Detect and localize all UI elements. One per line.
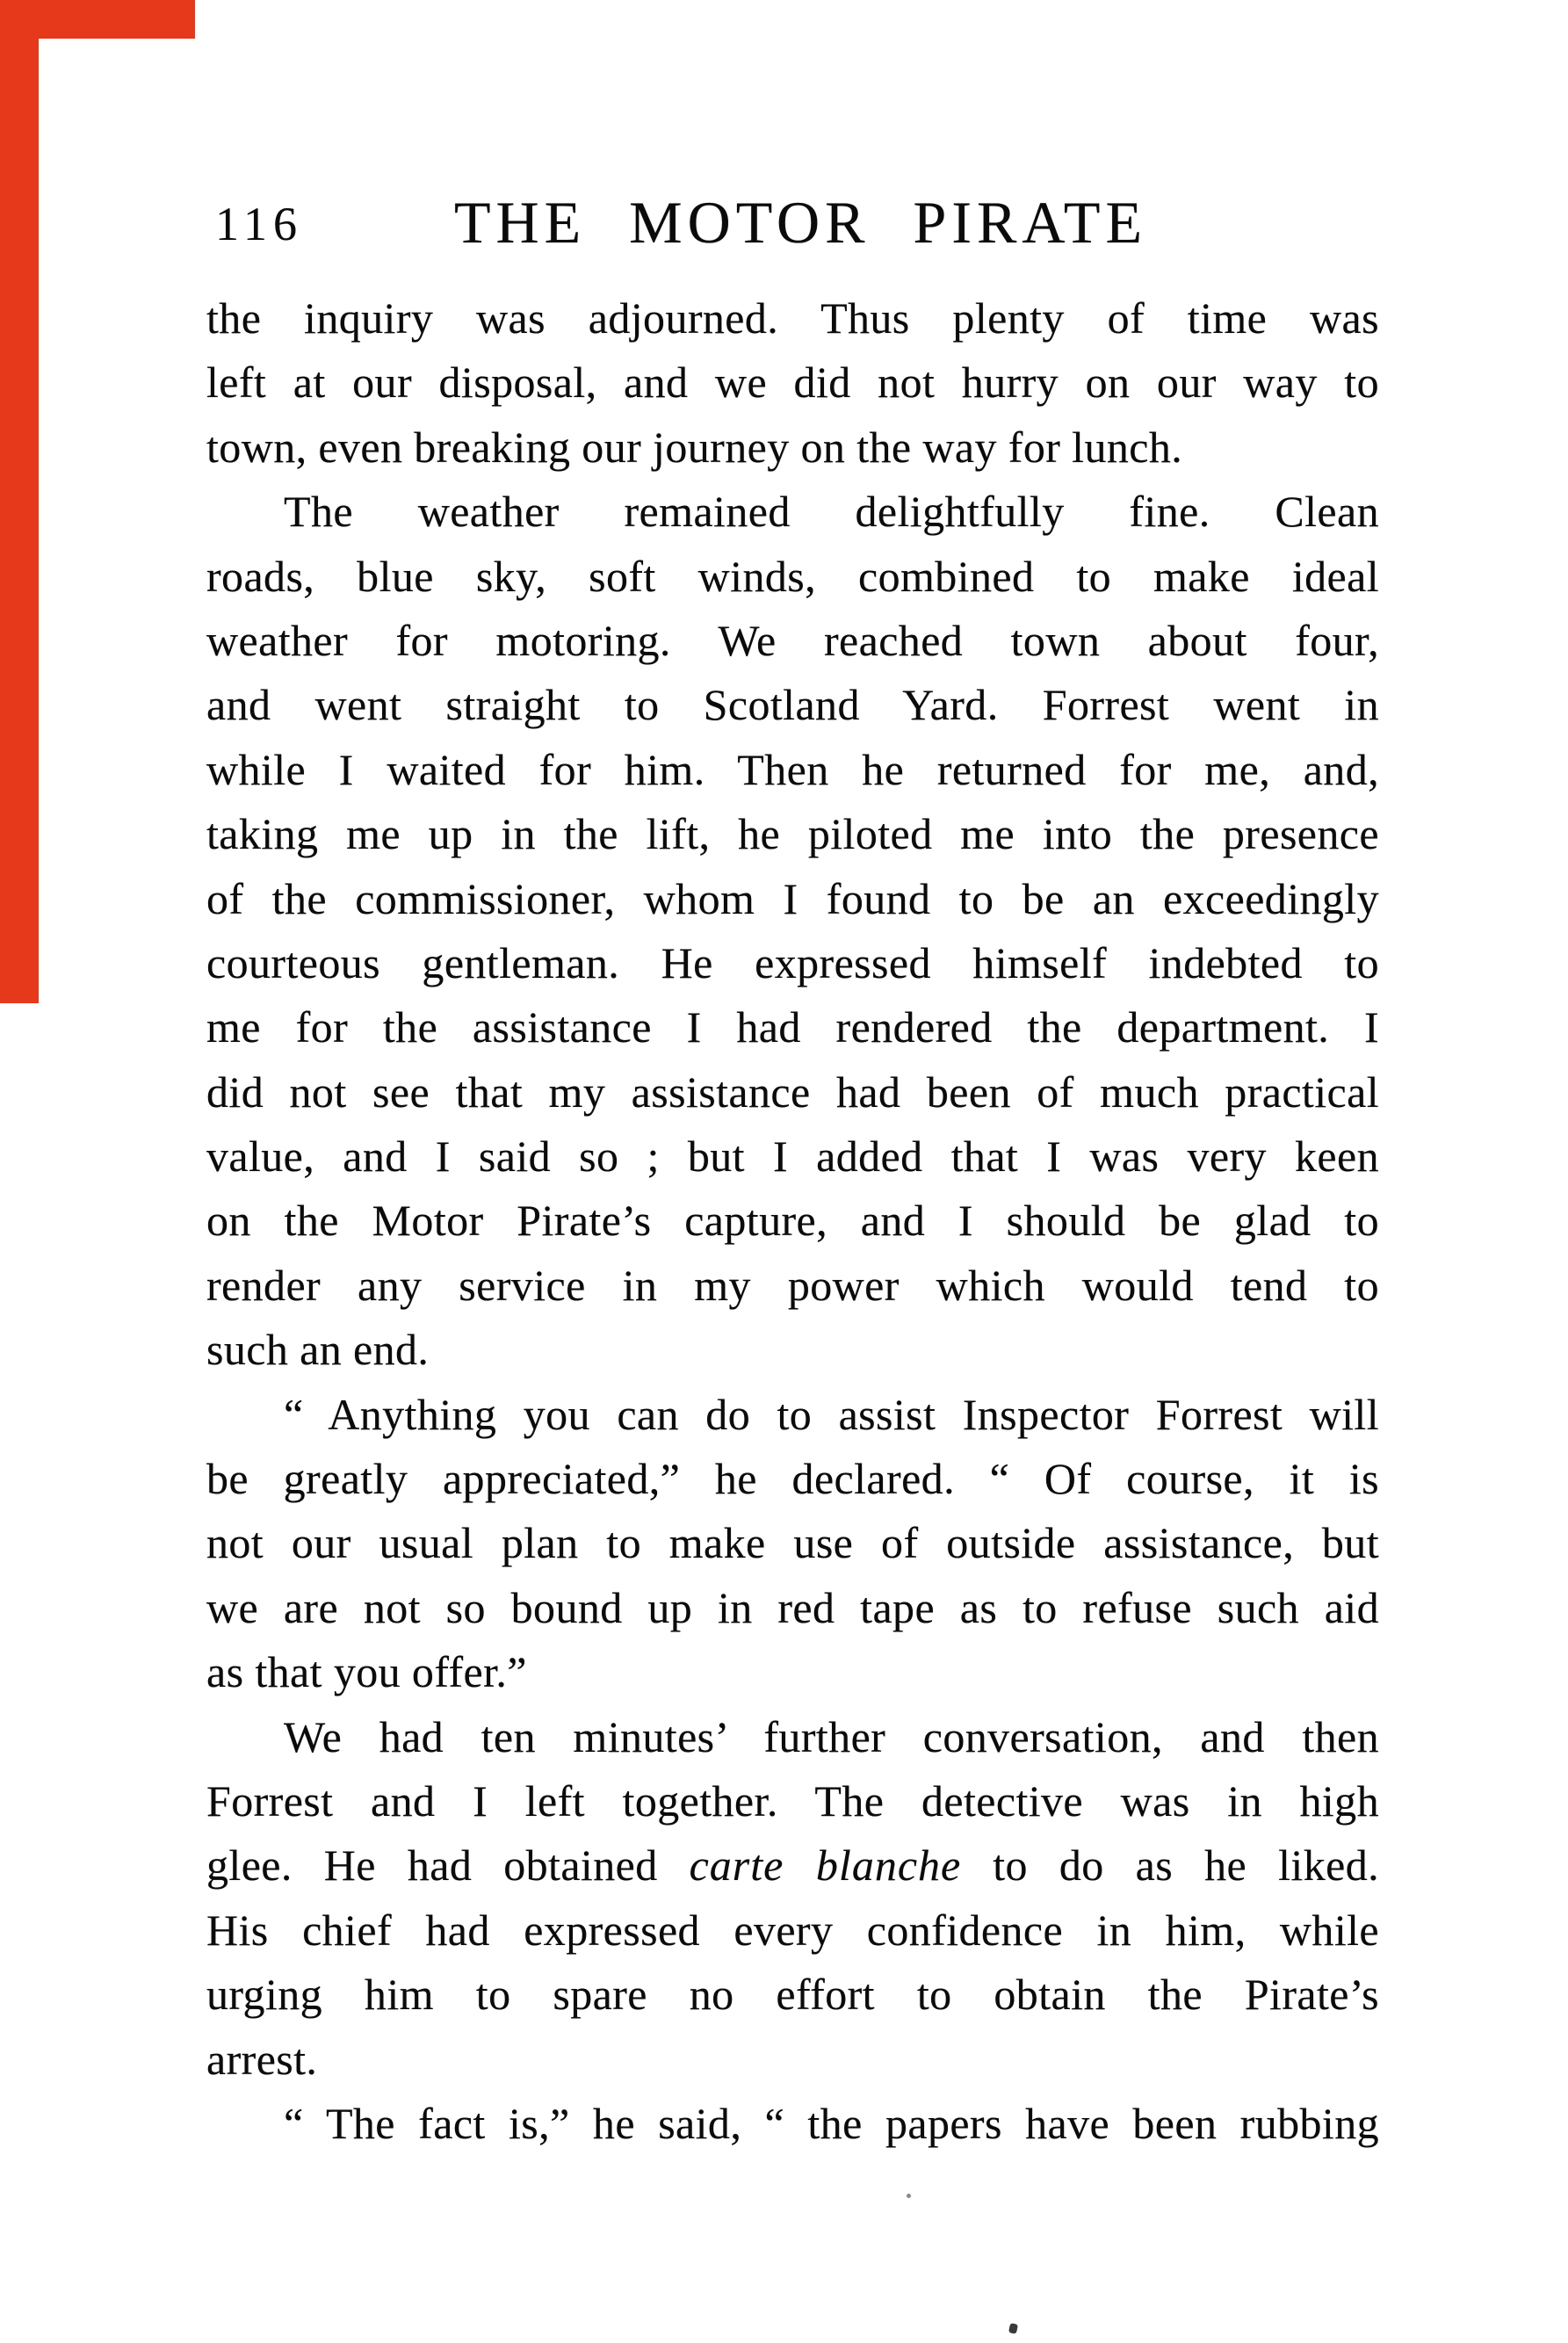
text-segment: me for the assistance I had rendered the department. I <box>206 1002 1379 1052</box>
body-line <box>206 1060 1379 1124</box>
text-segment: The weather remained delightfully fine. Clean <box>284 487 1379 537</box>
text-segment: did not see that my assistance had been of much practical <box>206 1067 1379 1117</box>
body-line <box>206 1833 1379 1898</box>
text-segment: We had ten minutes’ further conversation, and then <box>284 1711 1379 1761</box>
body-line <box>206 1963 1379 2027</box>
body-line <box>206 1769 1379 1833</box>
body-line <box>206 931 1379 995</box>
body-line <box>206 1189 1379 1253</box>
text-segment: such an end. <box>206 1325 430 1375</box>
body-line <box>206 2092 1379 2156</box>
body-line <box>206 1511 1379 1575</box>
dust-speck-small <box>907 2194 911 2198</box>
body-line <box>206 609 1379 673</box>
body-line <box>206 1383 1379 1447</box>
red-scan-mark-left <box>0 0 39 1003</box>
italic-phrase: carte blanche <box>689 1840 962 1891</box>
body-line <box>206 867 1379 931</box>
body-line <box>206 1576 1379 1640</box>
body-line <box>206 1705 1379 1769</box>
body-line <box>206 2028 1379 2092</box>
text-segment: arrest. <box>206 2034 318 2084</box>
text-segment: render any service in my power which would tend to <box>206 1260 1379 1310</box>
text-segment: “ Anything you can do to assist Inspector Forrest will <box>284 1389 1379 1439</box>
text-segment: “ The fact is,” he said, “ the papers have been rubbing <box>284 2098 1379 2148</box>
text-segment: left at our disposal, and we did not hurry on our way to <box>206 358 1379 408</box>
red-scan-mark-top <box>23 0 195 39</box>
body-line <box>206 738 1379 802</box>
text-segment: urging him to spare no effort to obtain the Pirate’s <box>206 1970 1379 2020</box>
text-segment: the inquiry was adjourned. Thus plenty of time was <box>206 293 1379 343</box>
text-segment: Forrest and I left together. The detective was in high <box>206 1775 1379 1826</box>
body-line <box>206 416 1379 480</box>
text-segment: taking me up in the lift, he piloted me into the presence <box>206 809 1379 859</box>
body-line <box>206 1318 1379 1382</box>
text-segment: value, and I said so ; but I added that I was very keen <box>206 1132 1379 1182</box>
page-header-row <box>206 189 1379 256</box>
page-body <box>206 286 1379 2156</box>
body-line <box>206 286 1379 351</box>
page-number: 116 <box>215 198 303 250</box>
text-segment: glee. He had obtained <box>206 1840 690 1891</box>
body-line <box>206 1898 1379 1963</box>
text-segment: town, even breaking our journey on the way for lunch. <box>206 422 1183 472</box>
body-line <box>206 995 1379 1059</box>
text-segment: and went straight to Scotland Yard. Forrest went in <box>206 680 1379 730</box>
running-header-title: THE MOTOR PIRATE <box>454 189 1147 256</box>
text-segment: on the Motor Pirate’s capture, and I should be glad to <box>206 1196 1379 1246</box>
body-line <box>206 1124 1379 1189</box>
body-line <box>206 351 1379 415</box>
text-segment: we are not so bound up in red tape as to refuse such aid <box>206 1582 1379 1632</box>
text-segment: not our usual plan to make use of outside assistance, but <box>206 1518 1379 1568</box>
body-line <box>206 480 1379 544</box>
text-segment: roads, blue sky, soft winds, combined to make ideal <box>206 551 1379 601</box>
text-segment: courteous gentleman. He expressed himself indebted to <box>206 937 1379 987</box>
body-line <box>206 1254 1379 1318</box>
text-segment: be greatly appreciated,” he declared. “ Of course, it is <box>206 1454 1379 1504</box>
text-segment: His chief had expressed every confidence in him, while <box>206 1905 1379 1955</box>
dust-speck-large <box>1008 2323 1018 2334</box>
text-segment: weather for motoring. We reached town about four, <box>206 615 1379 665</box>
body-line <box>206 673 1379 737</box>
text-segment: to do as he liked. <box>961 1840 1379 1891</box>
body-line <box>206 802 1379 866</box>
body-line <box>206 1640 1379 1704</box>
body-line <box>206 545 1379 609</box>
body-line <box>206 1447 1379 1511</box>
text-segment: of the commissioner, whom I found to be an exceedingly <box>206 873 1379 923</box>
text-segment: as that you offer.” <box>206 1647 527 1697</box>
text-segment: while I waited for him. Then he returned for me, and, <box>206 744 1379 794</box>
